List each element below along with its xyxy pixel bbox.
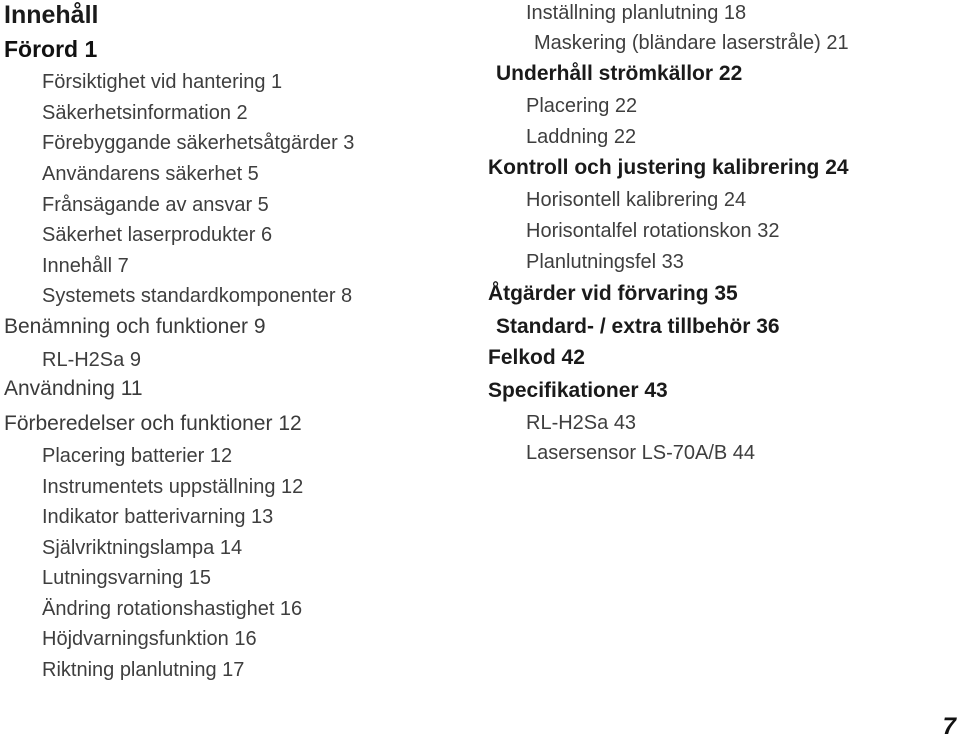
toc-entry[interactable]: Innehåll 7: [42, 255, 129, 277]
toc-entry[interactable]: Självriktningslampa 14: [42, 537, 243, 559]
toc-entry[interactable]: Specifikationer 43: [488, 379, 668, 402]
page-number: 7: [942, 713, 956, 740]
toc-entry[interactable]: Benämning och funktioner 9: [4, 315, 266, 338]
toc-entry[interactable]: Förord 1: [4, 36, 98, 62]
toc-entry[interactable]: Lutningsvarning 15: [42, 567, 212, 589]
toc-entry[interactable]: Maskering (bländare laserstråle) 21: [534, 32, 849, 54]
toc-entry[interactable]: Användning 11: [4, 377, 143, 400]
toc-entry[interactable]: Riktning planlutning 17: [42, 659, 245, 681]
toc-entry[interactable]: Frånsägande av ansvar 5: [42, 194, 269, 216]
toc-entry[interactable]: Instrumentets uppställning 12: [42, 476, 304, 498]
toc-entry[interactable]: Standard- / extra tillbehör 36: [496, 315, 780, 338]
toc-entry[interactable]: RL-H2Sa 43: [526, 412, 637, 434]
toc-entry[interactable]: Indikator batterivarning 13: [42, 506, 274, 528]
toc-entry[interactable]: Horisontalfel rotationskon 32: [526, 220, 780, 242]
toc-entry[interactable]: Åtgärder vid förvaring 35: [488, 282, 738, 305]
toc-entry[interactable]: Förberedelser och funktioner 12: [4, 412, 302, 435]
toc-entry[interactable]: Felkod 42: [488, 346, 585, 369]
toc-entry[interactable]: RL-H2Sa 9: [42, 349, 141, 371]
toc-entry[interactable]: Försiktighet vid hantering 1: [42, 71, 283, 93]
toc-entry[interactable]: Förebyggande säkerhetsåtgärder 3: [42, 132, 355, 154]
toc-entry[interactable]: Användarens säkerhet 5: [42, 163, 259, 185]
toc-entry[interactable]: Ändring rotationshastighet 16: [42, 598, 303, 620]
toc-entry[interactable]: Lasersensor LS-70A/B 44: [526, 442, 756, 464]
toc-entry[interactable]: Säkerhet laserprodukter 6: [42, 224, 273, 246]
toc-entry[interactable]: Planlutningsfel 33: [526, 251, 684, 273]
toc-entry[interactable]: Underhåll strömkällor 22: [496, 62, 743, 85]
toc-entry[interactable]: Placering 22: [526, 95, 638, 117]
toc-entry[interactable]: Säkerhetsinformation 2: [42, 102, 248, 124]
toc-entry[interactable]: Laddning 22: [526, 126, 637, 148]
toc-entry[interactable]: Höjdvarningsfunktion 16: [42, 628, 257, 650]
toc-entry[interactable]: Kontroll och justering kalibrering 24: [488, 156, 849, 179]
page-title: Innehåll: [4, 1, 99, 29]
toc-entry[interactable]: Placering batterier 12: [42, 445, 233, 467]
toc-entry[interactable]: Horisontell kalibrering 24: [526, 189, 747, 211]
toc-entry[interactable]: Inställning planlutning 18: [526, 2, 747, 24]
toc-entry[interactable]: Systemets standardkomponenter 8: [42, 285, 353, 307]
